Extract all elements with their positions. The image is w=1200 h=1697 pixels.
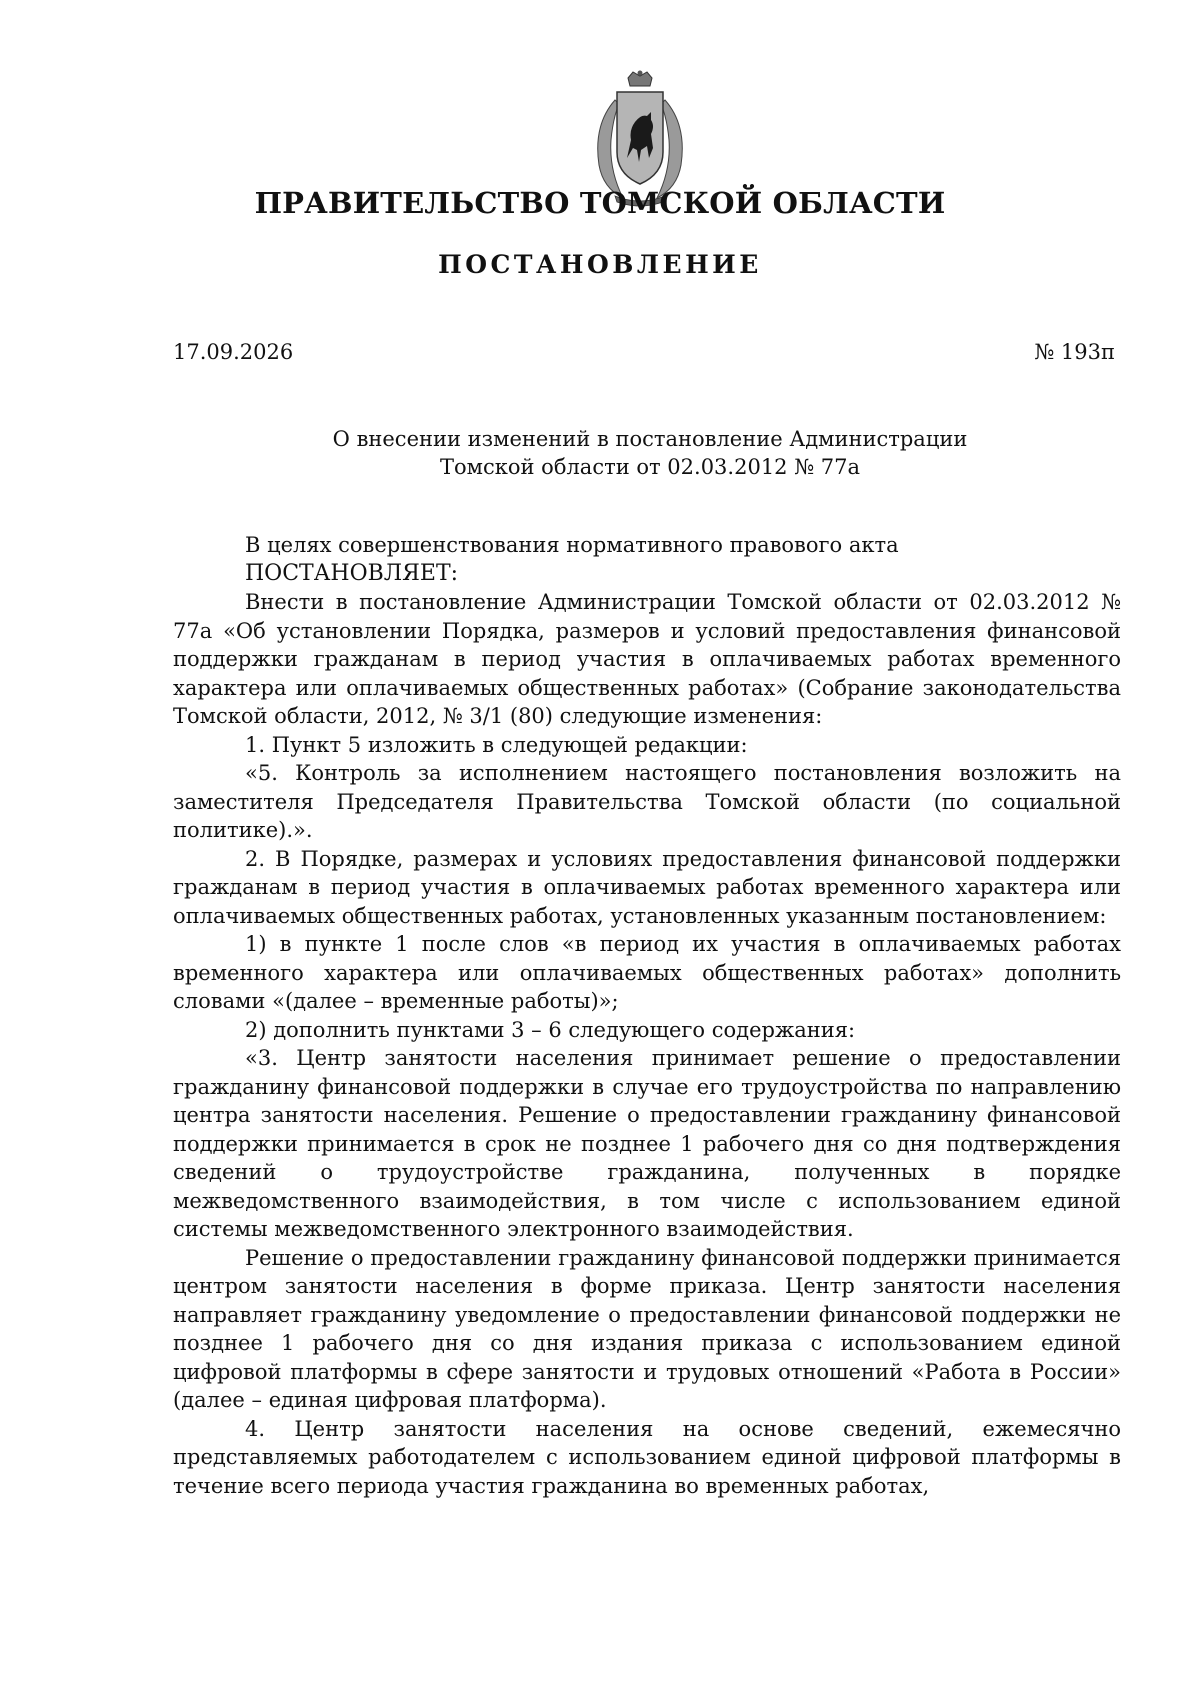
subject-line-1: О внесении изменений в постановление Администрации bbox=[332, 427, 968, 451]
body-paragraph-2: 1. Пункт 5 изложить в следующей редакции: bbox=[245, 732, 748, 757]
document-body bbox=[173, 531, 1121, 1500]
body-paragraph-5: 1) в пункте 1 после слов «в период их участия в оплачиваемых работах временного характера или оплачиваемых общественных работах» дополнить словами «(далее – временные работы)»; bbox=[173, 932, 1121, 1013]
body-paragraph-1: Внести в постановление Администрации Томской области от 02.03.2012 № 77а «Об установлении Порядка, размеров и условий предоставления финансовой поддержки гражданам в период участия в оплачиваемых работах временного характера или оплачиваемых общественных работах» (Собрание законодательства Томской области, 2012, № 3/1 (80) следующие изменения: bbox=[173, 590, 1121, 728]
document-date: 17.09.2026 bbox=[173, 340, 294, 364]
document-subject bbox=[200, 425, 1100, 481]
body-paragraph-7: «3. Центр занятости населения принимает решение о предоставлении гражданину финансовой поддержки в случае его трудоустройства по направлению центра занятости населения. Решение о предоставлении гражданину финансовой поддержки принимается в срок не позднее 1 рабочего дня со дня подтверждения сведений о трудоустройстве гражданина, полученных в порядке межведомственного взаимодействия, в том числе с использованием единой системы межведомственного электронного взаимодействия. bbox=[173, 1046, 1121, 1241]
resolves-heading: ПОСТАНОВЛЯЕТ: bbox=[245, 560, 459, 586]
organization-title: ПРАВИТЕЛЬСТВО ТОМСКОЙ ОБЛАСТИ bbox=[254, 186, 946, 220]
body-paragraph-8: Решение о предоставлении гражданину финансовой поддержки принимается центром занятости населения в форме приказа. Центр занятости населения направляет гражданину уведомление о предоставлении финансовой поддержки не позднее 1 рабочего дня со дня издания приказа с использованием единой цифровой платформы в сфере занятости и трудовых отношений «Работа в России» (далее – единая цифровая платформа). bbox=[173, 1245, 1121, 1412]
subject-line-2: Томской области от 02.03.2012 № 77а bbox=[439, 455, 861, 479]
document-number: № 193п bbox=[1034, 340, 1115, 364]
body-paragraph-3: «5. Контроль за исполнением настоящего постановления возложить на заместителя Председателя Правительства Томской области (по социальной политике).». bbox=[173, 761, 1121, 842]
body-paragraph-6: 2) дополнить пунктами 3 – 6 следующего содержания: bbox=[245, 1017, 856, 1042]
preamble-paragraph: В целях совершенствования нормативного правового акта bbox=[245, 533, 899, 557]
body-paragraph-9: 4. Центр занятости населения на основе сведений, ежемесячно представляемых работодателем с использованием единой цифровой платформы в течение всего периода участия гражданина во временных работах, bbox=[173, 1416, 1121, 1498]
body-paragraph-4: 2. В Порядке, размерах и условиях предоставления финансовой поддержки гражданам в период участия в оплачиваемых работах временного характера или оплачиваемых общественных работах, установленных указанным постановлением: bbox=[173, 846, 1121, 928]
document-kind: ПОСТАНОВЛЕНИЕ bbox=[438, 250, 762, 279]
